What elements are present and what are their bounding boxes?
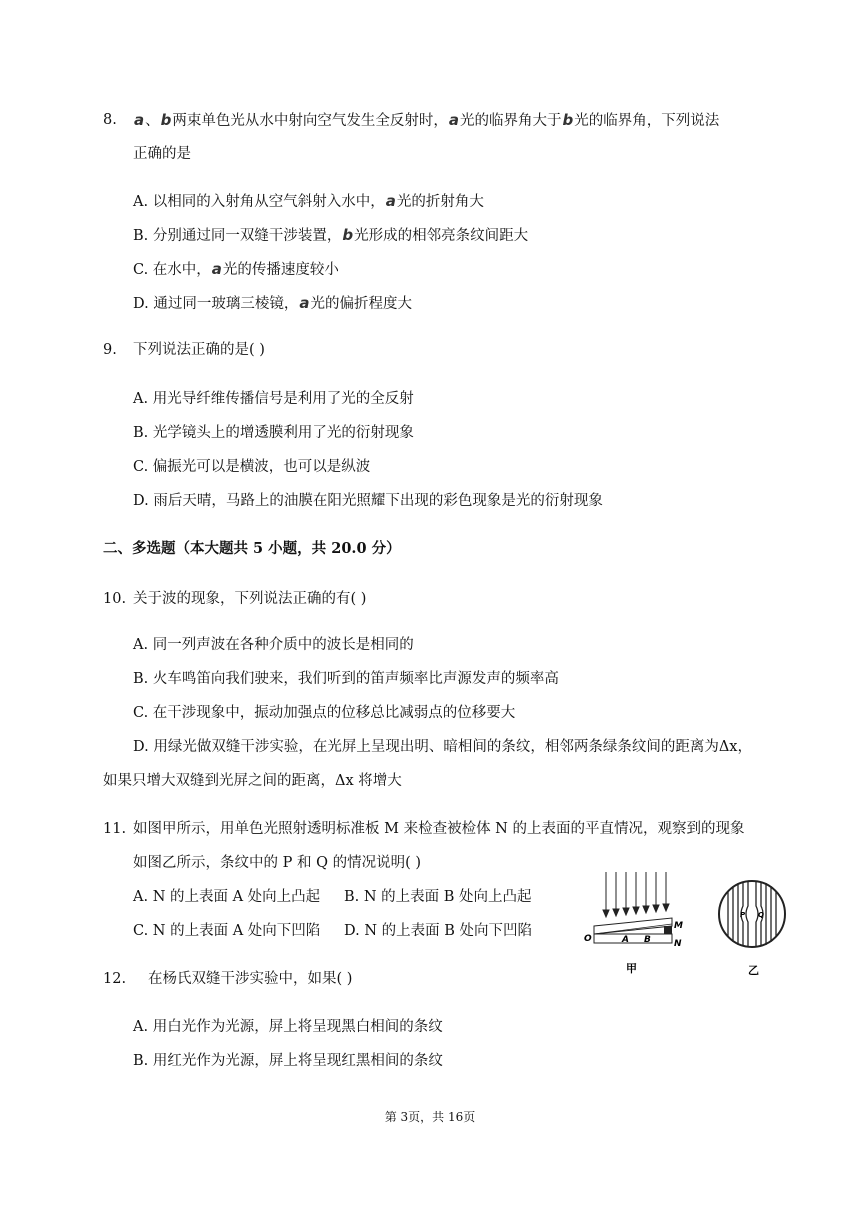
q8-number: 8. (103, 112, 117, 128)
q11-number: 11. (103, 821, 127, 837)
incident-light-arrows (603, 872, 669, 917)
q10-option-b: B. 火车鸣笛向我们驶来，我们听到的笛声频率比声源发声的频率高 (133, 671, 559, 687)
spacer-block (664, 926, 672, 934)
q12-number: 12. (103, 971, 127, 987)
q10-option-c: C. 在干涉现象中，振动加强点的位移总比减弱点的位移要大 (133, 705, 516, 721)
var-a: a (134, 111, 145, 129)
q10-option-d-line2: 如果只增大双缝到光屏之间的距离，Δx 将增大 (103, 773, 402, 789)
caption-jia: 甲 (626, 962, 637, 975)
q9-option-d: D. 雨后天晴，马路上的油膜在阳光照耀下出现的彩色现象是光的衍射现象 (133, 493, 603, 509)
q10-stem: 关于波的现象，下列说法正确的有( ) (133, 591, 367, 607)
q11-option-c: C. N 的上表面 A 处向下凹陷 (133, 923, 321, 939)
q10-option-a: A. 同一列声波在各种介质中的波长是相同的 (133, 637, 414, 653)
q11-option-d: D. N 的上表面 B 处向下凹陷 (344, 923, 532, 939)
label-a: A (622, 935, 629, 945)
q10-option-d-line1: D. 用绿光做双缝干涉实验，在光屏上呈现出明、暗相间的条纹，相邻两条绿条纹间的距离为Δx， (133, 739, 752, 755)
q9-option-a: A. 用光导纤维传播信号是利用了光的全反射 (133, 391, 414, 407)
var-b: b (562, 111, 574, 129)
fringe-field-circle (719, 881, 785, 947)
caption-yi: 乙 (748, 964, 759, 977)
var-a: a (448, 111, 459, 129)
figure-yi-diagram (712, 878, 792, 980)
q11-option-b: B. N 的上表面 B 处向上凸起 (344, 889, 532, 905)
q9-option-c: C. 偏振光可以是横波，也可以是纵波 (133, 459, 371, 475)
label-n: N (674, 939, 682, 949)
section-heading: 二、多选题（本大题共 5 小题，共 20.0 分） (103, 540, 401, 557)
q11-option-a: A. N 的上表面 A 处向上凸起 (133, 889, 321, 905)
standard-plate-m (594, 918, 672, 934)
q10-number: 10. (103, 591, 127, 607)
q12-option-a: A. 用白光作为光源，屏上将呈现黑白相间的条纹 (133, 1019, 443, 1035)
page-footer: 第 3页，共 16页 (384, 1110, 476, 1124)
figure-jia-diagram (576, 866, 706, 978)
label-o: O (584, 934, 592, 944)
q8-option-b: B. 分别通过同一双缝干涉装置，b光形成的相邻亮条纹间距大 (133, 226, 529, 244)
q9-number: 9. (103, 342, 117, 358)
q11-stem-line1: 如图甲所示，用单色光照射透明标准板 M 来检查被检体 N 的上表面的平直情况，观察到的现象 (133, 821, 745, 837)
q8-stem-line1: a、b两束单色光从水中射向空气发生全反射时，a光的临界角大于b光的临界角，下列说法 (134, 111, 720, 129)
q8-option-c: C. 在水中，a光的传播速度较小 (133, 260, 339, 278)
q9-option-b: B. 光学镜头上的增透膜利用了光的衍射现象 (133, 425, 414, 441)
q11-stem-line2: 如图乙所示，条纹中的 P 和 Q 的情况说明( ) (133, 855, 422, 871)
q9-stem: 下列说法正确的是( ) (133, 342, 265, 358)
label-q: Q (758, 911, 764, 919)
q8-option-a: A. 以相同的入射角从空气斜射入水中，a光的折射角大 (133, 192, 484, 210)
label-m: M (674, 921, 683, 931)
q12-option-b: B. 用红光作为光源，屏上将呈现红黑相间的条纹 (133, 1053, 443, 1069)
q8-option-d: D. 通过同一玻璃三棱镜，a光的偏折程度大 (133, 294, 412, 312)
var-b: b (160, 111, 172, 129)
label-b: B (644, 935, 651, 945)
test-object-n (594, 934, 672, 943)
q8-stem-line2: 正确的是 (133, 146, 191, 162)
label-p: P (740, 911, 746, 919)
q12-stem: 在杨氏双缝干涉实验中，如果( ) (148, 971, 353, 987)
